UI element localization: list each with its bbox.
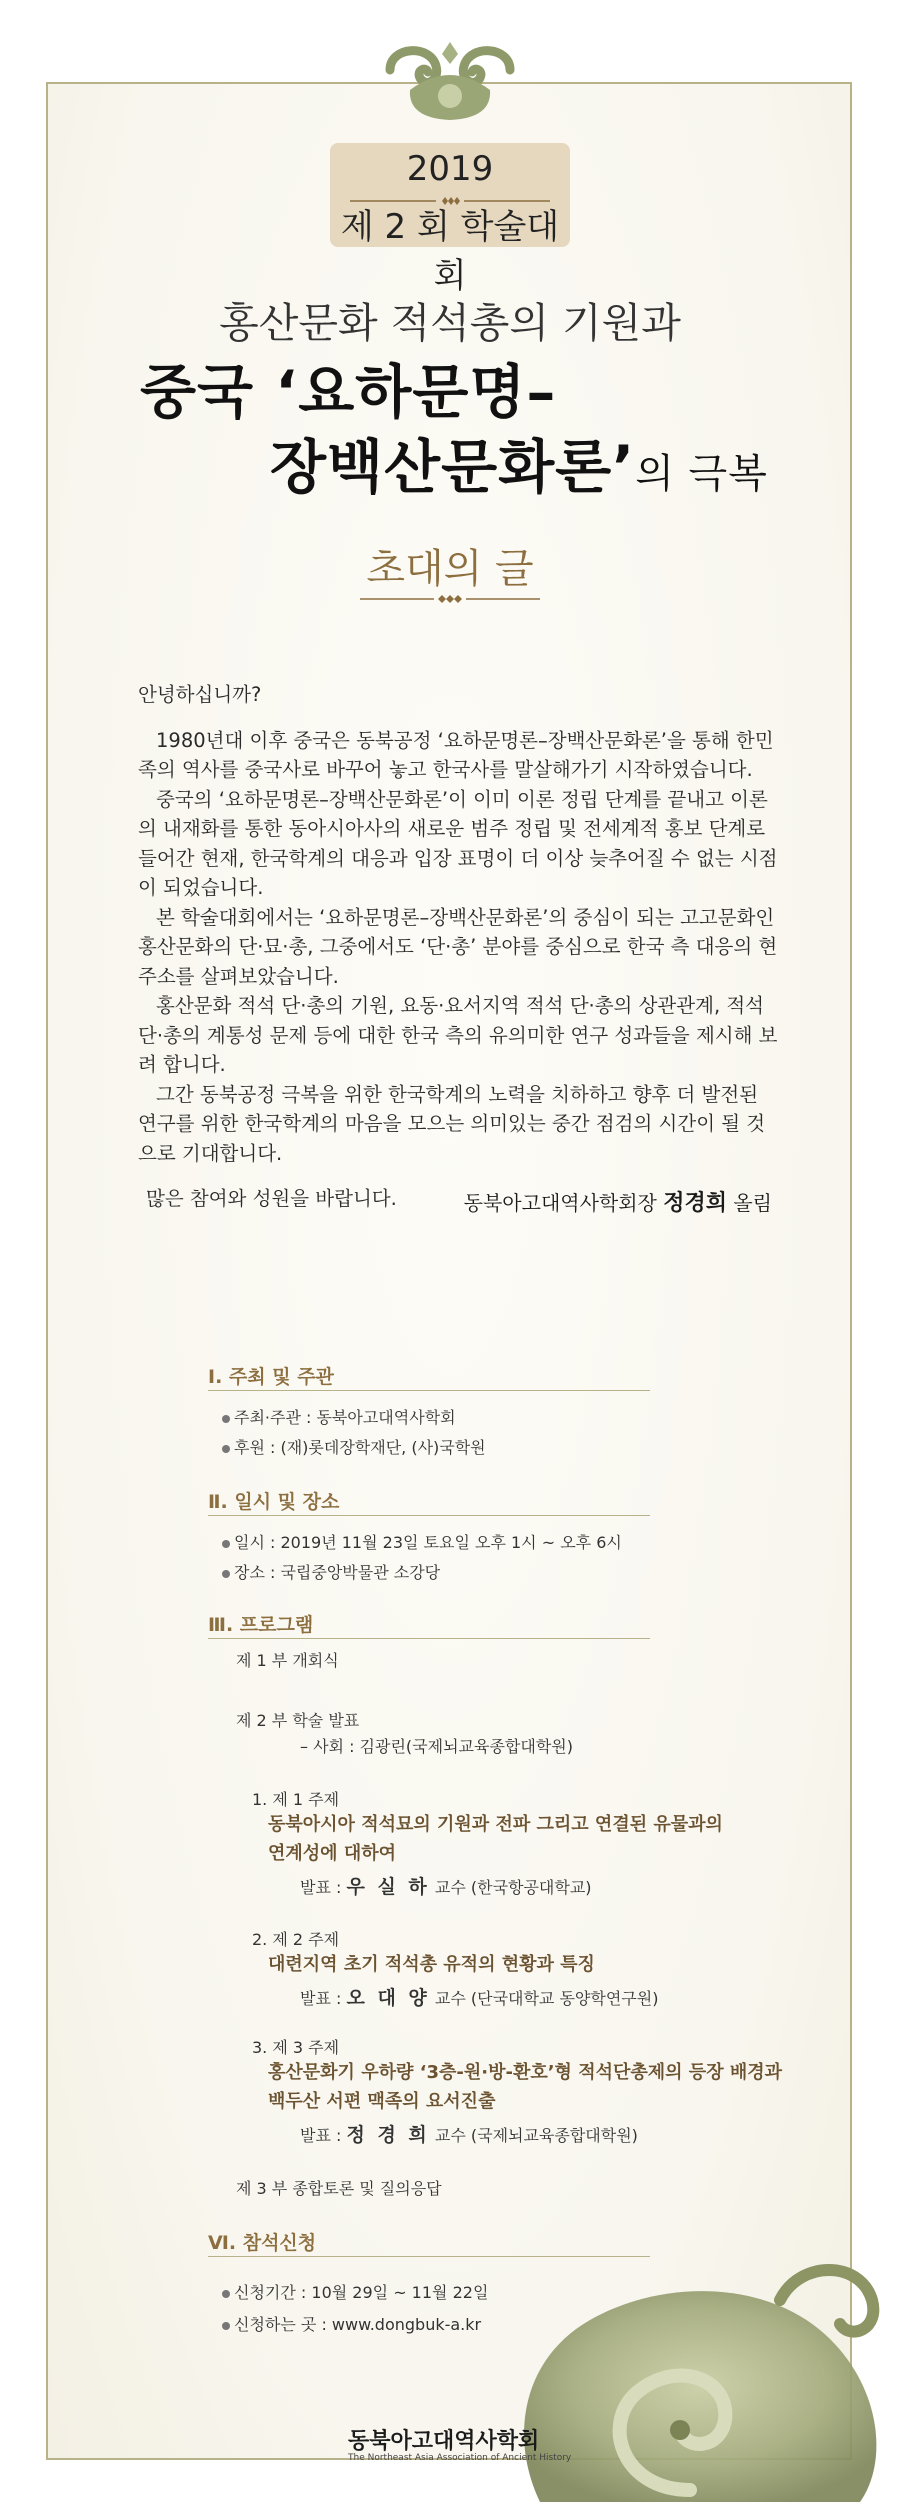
letter-paragraph: 홍산문화 적석 단·총의 기원, 요동·요서지역 적석 단·총의 상관관계, 적석 단·총의 계통성 문제 등에 대한 한국 측의 유의미한 연구 성과들을 제시해 보려 합니다. <box>138 994 778 1076</box>
program-part-3: 제 3 부 종합토론 및 질의응답 <box>236 2179 442 2198</box>
title-line-2: 중국 ‘요하문명– <box>140 358 557 426</box>
title-line-1: 홍산문화 적석총의 기원과 <box>219 299 681 347</box>
topic-2-title-line: 대련지역 초기 적석총 유적의 현황과 특징 <box>268 1954 595 1975</box>
badge-year: 2019 <box>406 149 494 189</box>
topic-2-number: 2. 제 2 주제 <box>252 1930 340 1949</box>
letter-closing: 많은 참여와 성원을 바랍니다. <box>146 1187 397 1210</box>
section-schedule-rule <box>208 1515 650 1516</box>
signature-title: 동북아고대역사학회장 <box>463 1191 664 1215</box>
presenter-name: 우 실 하 <box>346 1876 430 1898</box>
topic-3-title <box>268 2058 782 2116</box>
section-program-rule <box>208 1638 650 1639</box>
conference-badge <box>330 143 570 296</box>
registration-website-link[interactable]: 신청하는 곳 : www.dongbuk-a.kr <box>234 2315 482 2334</box>
title-line-3-main: 장백산문화론’ <box>270 433 636 501</box>
registration-item <box>222 2280 488 2303</box>
letter-paragraph: 중국의 ‘요하문명론–장백산문화론’이 이미 이론 정립 단계를 끝내고 이론의 내재화를 통한 동아시아사의 새로운 범주 정립 및 전세계적 홍보 단계로 들어간 현재, 한국학계의 대응과 입장 표명이 더 이상 늦추어질 수 없는 시점이 되었습니다. <box>138 787 778 899</box>
bullet-dot <box>222 1415 230 1423</box>
bullet-dot <box>222 2290 230 2298</box>
organization-name: 동북아고대역사학회 <box>348 2429 540 2454</box>
host-item-text: 후원 : (재)롯데장학재단, (사)국학원 <box>234 1438 486 1457</box>
host-item <box>222 1435 486 1458</box>
topic-1-presenter <box>300 1872 592 1899</box>
badge-conference: 제 2 회 학술대회 <box>340 207 560 296</box>
presenter-label: 발표 : <box>300 1989 347 2008</box>
schedule-item-text: 장소 : 국립중앙박물관 소강당 <box>234 1563 441 1582</box>
invitation-heading: 초대의 글 <box>366 546 534 592</box>
host-item <box>222 1405 456 1428</box>
schedule-item <box>222 1560 440 1583</box>
presenter-affiliation: 교수 (단국대학교 동양학연구원) <box>429 1989 659 2008</box>
program-part-2: 제 2 부 학술 발표 <box>236 1711 360 1730</box>
letter-paragraph: 1980년대 이후 중국은 동북공정 ‘요하문명론–장백산문화론’을 통해 한민족의 역사를 중국사로 바꾸어 놓고 한국사를 말살해가기 시작하였습니다. <box>138 728 774 781</box>
section-host-rule <box>208 1390 650 1391</box>
section-schedule-title: Ⅱ. 일시 및 장소 <box>208 1491 340 1513</box>
jade-ornament-top <box>380 40 520 126</box>
letter-paragraph: 그간 동북공정 극복을 위한 한국학계의 노력을 치하하고 향후 더 발전된 연구를 위한 한국학계의 마음을 모으는 의미있는 중간 점검의 시간이 될 것으로 기대합니다. <box>138 1082 766 1165</box>
program-part-1: 제 1 부 개회식 <box>236 1651 339 1670</box>
bullet-dot <box>222 2322 230 2330</box>
section-registration-title: Ⅵ. 참석신청 <box>208 2232 317 2254</box>
title-line-3 <box>270 420 768 504</box>
invitation-divider <box>360 593 540 605</box>
bullet-dot <box>222 1445 230 1453</box>
invitation-letter <box>138 680 778 1214</box>
topic-1-title-line: 동북아시아 적석묘의 기원과 전파 그리고 연결된 유물과의 <box>268 1814 723 1835</box>
organization-english-name: The Northeast Asia Association of Ancient History <box>348 2453 572 2463</box>
program-moderator: – 사회 : 김광린(국제뇌교육종합대학원) <box>300 1737 573 1756</box>
registration-item <box>222 2312 481 2335</box>
letter-signature <box>464 1186 772 1217</box>
topic-1-title-line: 연계성에 대하여 <box>268 1843 396 1864</box>
bullet-dot <box>222 1570 230 1578</box>
presenter-label: 발표 : <box>300 1878 347 1897</box>
topic-3-title-line: 백두산 서편 맥족의 요서진출 <box>268 2091 496 2112</box>
topic-2-title <box>268 1950 595 1979</box>
schedule-item <box>222 1530 622 1553</box>
presenter-label: 발표 : <box>300 2126 347 2145</box>
topic-3-title-line: 홍산문화기 우하량 ‘3층-원·방-환호’형 적석단총제의 등장 배경과 <box>268 2062 783 2083</box>
letter-paragraph: 본 학술대회에서는 ‘요하문명론–장백산문화론’의 중심이 되는 고고문화인 홍산문화의 단·묘·총, 그중에서도 ‘단·총’ 분야를 중심으로 한국 측 대응의 현주소를 살펴보았습니다. <box>138 905 778 988</box>
presenter-affiliation: 교수 (한국항공대학교) <box>429 1878 592 1897</box>
title-line-3-suffix: 의 극복 <box>635 451 768 497</box>
bullet-dot <box>222 1540 230 1548</box>
topic-1-number: 1. 제 1 주제 <box>252 1790 340 1809</box>
presenter-name: 오 대 양 <box>346 1987 430 2009</box>
host-item-text: 주최·주관 : 동북아고대역사학회 <box>234 1408 456 1427</box>
topic-2-presenter <box>300 1983 658 2010</box>
presenter-affiliation: 교수 (국제뇌교육종합대학원) <box>429 2126 638 2145</box>
topic-1-title <box>268 1810 723 1868</box>
section-host-title: Ⅰ. 주최 및 주관 <box>208 1366 334 1388</box>
registration-item-text: 신청기간 : 10월 29일 ~ 11월 22일 <box>234 2283 489 2302</box>
signature-suffix: 올림 <box>727 1191 772 1215</box>
section-program-title: Ⅲ. 프로그램 <box>208 1614 314 1636</box>
letter-greeting: 안녕하십니까? <box>138 683 262 706</box>
topic-3-number: 3. 제 3 주제 <box>252 2038 340 2057</box>
signature-name: 정경희 <box>663 1191 727 1216</box>
schedule-item-text: 일시 : 2019년 11월 23일 토요일 오후 1시 ~ 오후 6시 <box>234 1533 622 1552</box>
presenter-name: 정 경 희 <box>346 2124 430 2146</box>
topic-3-presenter <box>300 2120 638 2147</box>
